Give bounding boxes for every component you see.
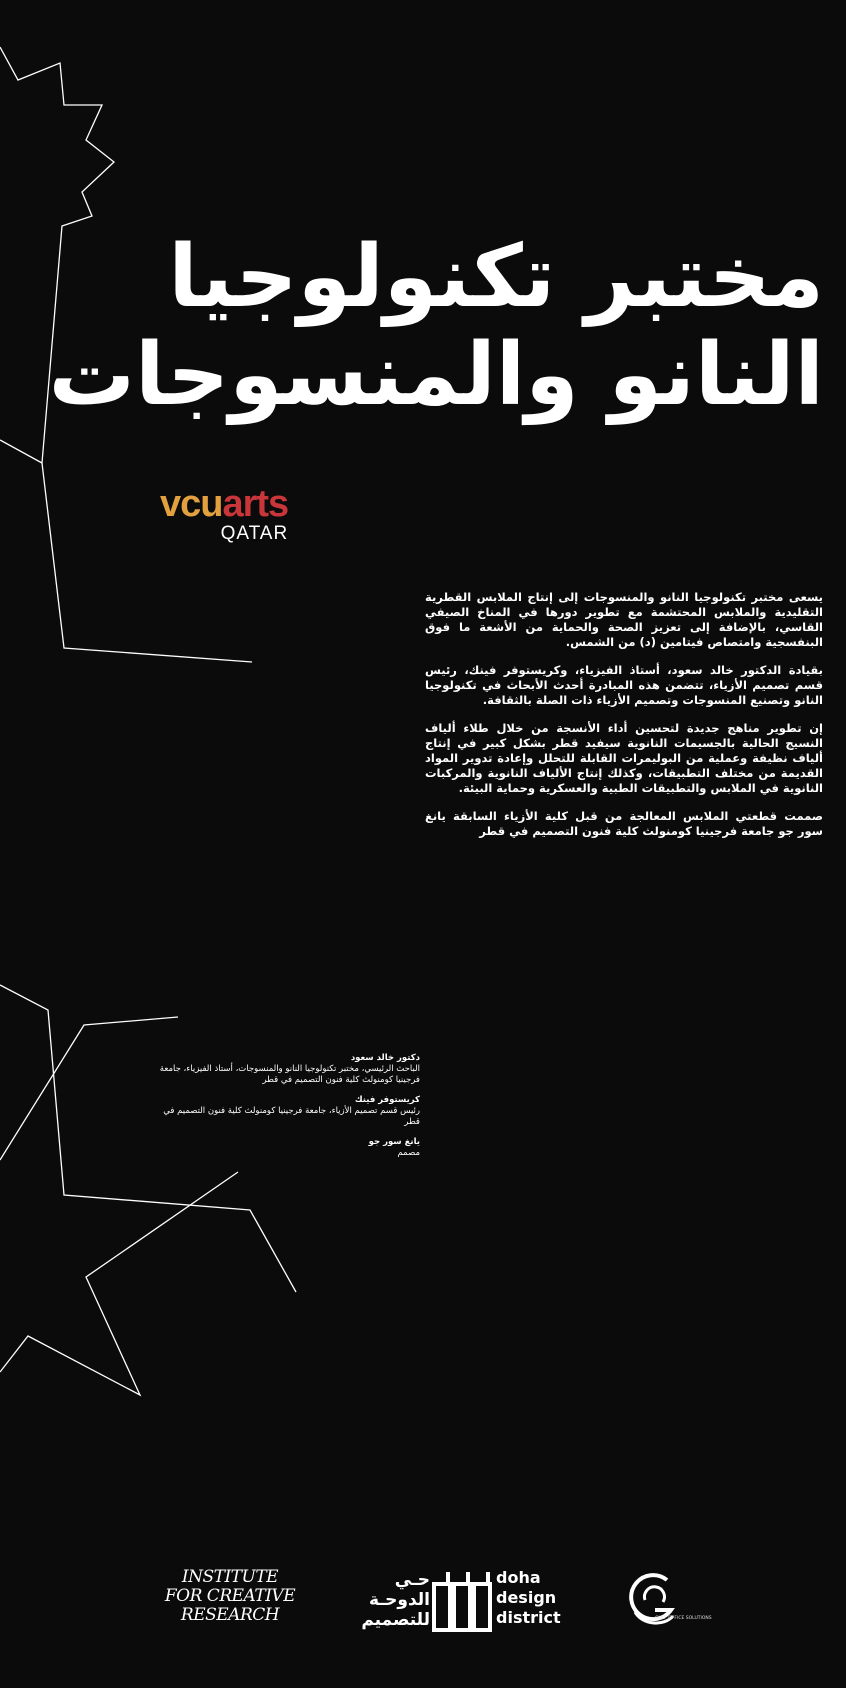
credit-entry [150,1053,420,1086]
credits [150,1053,420,1168]
credit-role: مصمم [397,1148,420,1158]
gulf-office-solutions-logo-icon [615,1570,695,1640]
logo-vcu: vcu [160,483,223,525]
credit-role: رئيس قسم تصميم الأزياء، جامعة فرجينيا كومنولث كلية فنون التصميم في قطر [163,1106,420,1127]
credit-role: الباحث الرئيسي، مختبر تكنولوجيا النانو والمنسوجات، أستاذ الفيزياء، جامعة فرجينيا كومنولث كلية فنون التصميم في قطر [159,1064,420,1085]
doha-design-district-arabic [350,1570,430,1630]
paragraph-3: إن تطوير مناهج جديدة لتحسين أداء الأنسجة من خلال طلاء ألياف النسيج الحالية بالجسيمات النانوية سيفيد قطر بشكل كبير في إنتاج ألياف نظيفة وعملية من البوليمرات القابلة للتحلل وإعادة تدوير المواد القديمة من مختلف التطبيقات، وكذلك إنتاج الألياف النانوية والمركبات النانوية في الملابس والتطبيقات الطبية والعسكرية وحماية البيئة. [425,721,823,795]
icr-line-1: INSTITUTE [181,1567,279,1587]
paragraph-1: يسعى مختبر تكنولوجيا النانو والمنسوجات إلى إنتاج الملابس القطرية التقليدية والملابس المحتشمة مع تطوير دورها في المناخ الصيفي القاسي، بالإضافة إلى تعزيز الصحة والحماية من الأشعة ما فوق البنفسجية وامتصاص فيتامين (د) من الشمس. [425,590,823,649]
dd-ar-line-2: الدوحـة [369,1590,430,1610]
title-line-2: النانو والمنسوجات [48,325,824,425]
doha-design-district-english [496,1568,561,1628]
dd-ar-line-1: حـي [394,1570,430,1590]
sponsor-logos [0,1560,846,1640]
paragraph-2: بقيادة الدكتور خالد سعود، أستاذ الفيزياء، وكريستوفر فينك، رئيس قسم تصميم الأزياء، تتضمن هذه المبادرة أحدث الأبحاث في تكنولوجيا النانو وتصنيع المنسوجات وتصميم الأزياء ذات الصلة بالثقافة. [425,663,823,707]
credit-name: يانغ سور جو [368,1137,420,1147]
credit-name: كريستوفر فينك [354,1095,420,1105]
dd-en-line-3: district [496,1608,561,1627]
credit-name: دكتور خالد سعود [350,1053,420,1063]
gulf-office-solutions-label: GULF OFFICE SOLUTIONS [655,1616,712,1621]
icr-line-3: RESEARCH [180,1605,280,1625]
logo-qatar: QATAR [220,523,289,544]
paragraph-4: صممت قطعتي الملابس المعالجة من قبل كلية الأزياء السابقة يانغ سور جو جامعة فرجينيا كومنولث كلية فنون التصميم في قطر [425,809,823,838]
institute-for-creative-research-logo [160,1568,300,1625]
description-text [425,590,823,852]
exhibit-title [24,228,824,424]
dd-ar-line-3: للتصميم [361,1610,430,1630]
logo-arts: arts [222,483,289,525]
title-line-1: مختبر تكنولوجيا [168,227,824,327]
icr-line-2: FOR CREATIVE [164,1586,296,1606]
vcuarts-qatar-logo [160,485,288,545]
dd-en-line-1: doha [496,1568,541,1587]
logo-wordmark [160,485,288,523]
dd-en-line-2: design [496,1588,557,1607]
doha-design-district-mark-icon [432,1570,492,1634]
credit-entry [150,1137,420,1159]
credit-entry [150,1095,420,1128]
